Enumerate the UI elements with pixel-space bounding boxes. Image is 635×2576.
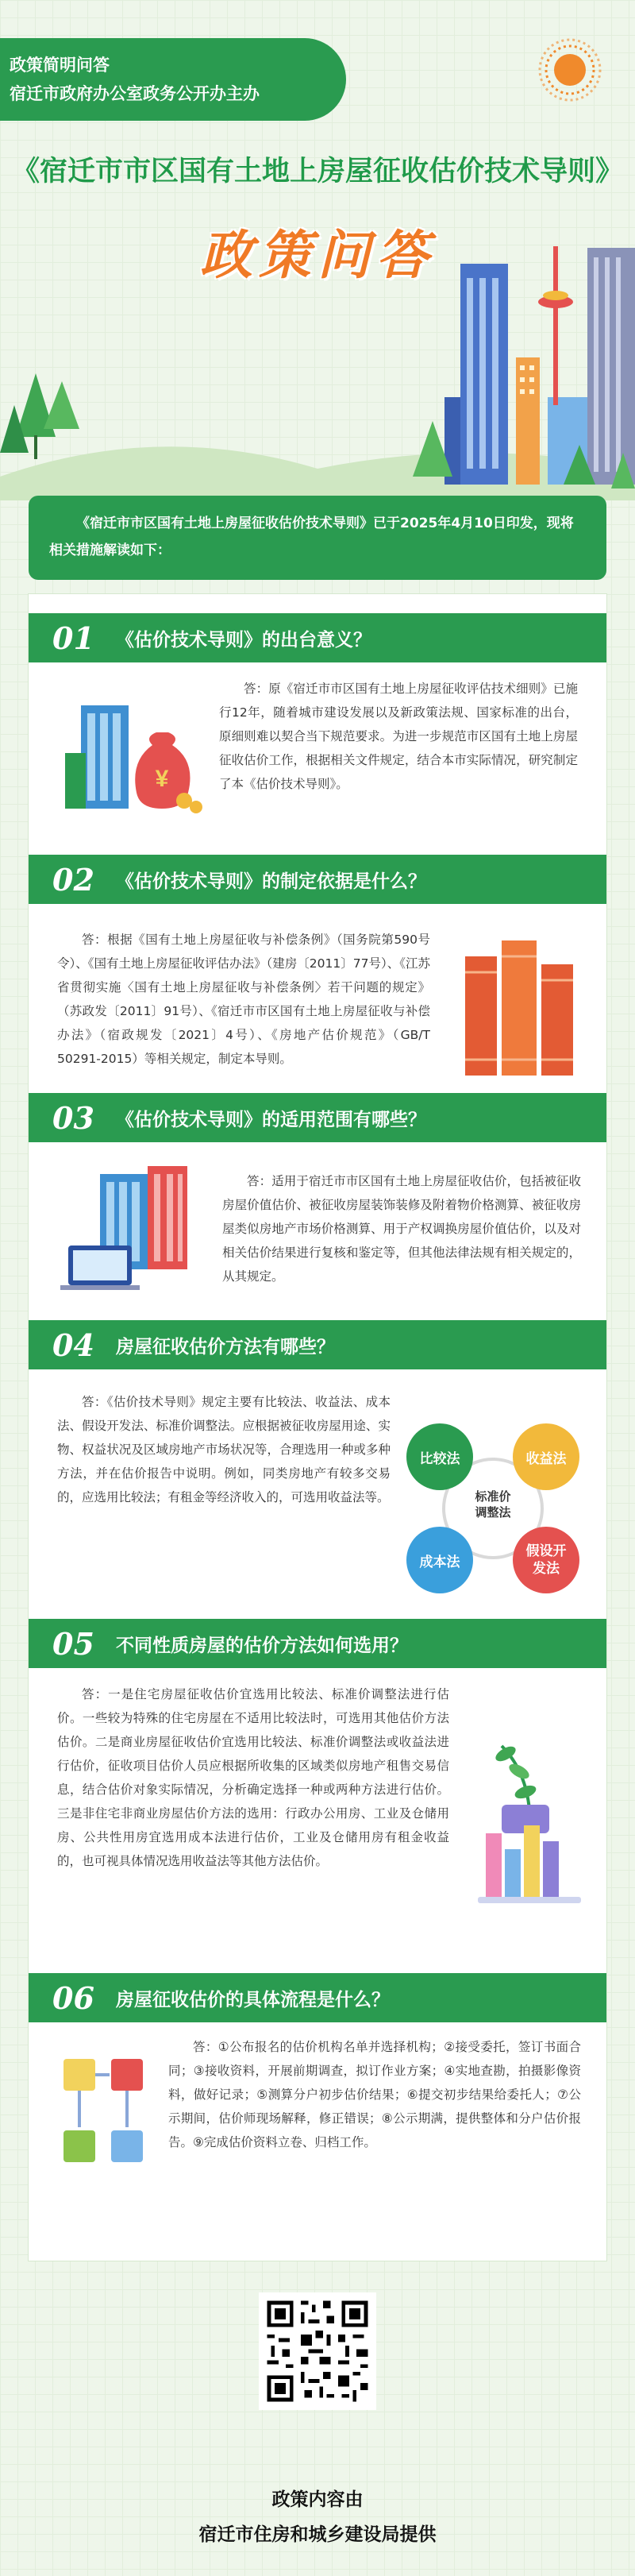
section-body-06: 答：①公布报名的估价机构名单并选择机构；②接受委托，签订书面合同；③接收资料，开展前期调查，拟订作业方案；④实地查勘，拍摄影像资料，做好记录；⑤测算分户初步估价结果；⑥提交初步结果给委托人；⑦公示期间，估价师现场解释，修正错误；⑧公示期满，提供整体和分户估价报告。⑨完成估价资料立卷、归档工作。 [168,2040,581,2149]
section-body-02: 答：根据《国有土地上房屋征收与补偿条例》（国务院第590号令）、《国有土地上房屋征收评估办法》（建房〔2011〕77号）、《江苏省贯彻实施〈国有土地上房屋征收与补偿条例〉若干问题的规定》（苏政发〔2011〕91号）、《宿迁市市区国有土地上房屋征收与补偿办法》（宿政规发〔2021〕4号）、《房地产估价规范》（GB/T 50291-2015）等相关规定，制定本导则。 [57,933,430,1066]
method-label-3: 假设开发法 [525,1543,567,1577]
method-center-label: 标准价调整法 [475,1489,511,1520]
section-body-01: 答：原《宿迁市市区国有土地上房屋征收评估技术细则》已施行12年，随着城市建设发展以及新政策法规、国家标准的出台，原细则难以契合当下规范要求。为进一步规范市区国有土地上房屋征收估价工作，根据相关文件规定，结合本市实际情况，研究制定了本《估价技术导则》。 [219,682,578,791]
method-label-1: 比较法 [419,1451,460,1467]
section-title: 《估价技术导则》的制定依据是什么？ [116,871,426,892]
header-tag-line2: 宿迁市政府办公室政务公开办主办 [10,84,260,103]
valuation-methods-diagram [405,1420,581,1597]
section-body-04: 答：《估价技术导则》规定主要有比较法、收益法、成本法、假设开发法、标准价调整法。应根据被征收房屋用途、实物、权益状况及区域房地产市场状况等，合理选用一种或多种方法，并在估价报告中说明。例如，同类房地产有较多交易的，应选用比较法；有租金等经济收入的，可选用收益法等。 [57,1395,391,1504]
footer-line1: 政策内容由 [271,2489,364,2510]
qr-code-icon[interactable] [259,2292,376,2410]
section-title: 《估价技术导则》的出台意义？ [116,629,371,651]
sun-icon [537,37,603,103]
footer-line2: 宿迁市住房和城乡建设局提供 [198,2524,437,2545]
section-body-03: 答：适用于宿迁市市区国有土地上房屋征收估价，包括被征收房屋价值估价、被征收房屋装饰装修及附着物价格测算、被征收房屋类似房地产市场价格测算、用于产权调换房屋价值估价，以及对相关估价结果进行复核和鉴定等，但其他法律法规有相关规定的，从其规定。 [222,1174,581,1284]
section-number: 02 [52,861,94,898]
header-tag-line1: 政策简明问答 [10,56,110,75]
plant-chart-icon [470,1722,589,1913]
section-header-06 [29,1973,606,2022]
header-tag [0,38,346,121]
section-header-05 [29,1619,606,1668]
section-number: 01 [52,620,94,656]
page-subtitle: 政策问答 [200,225,435,286]
page-title: 《宿迁市市区国有土地上房屋征收估价技术导则》 [11,155,623,187]
section-number: 04 [52,1327,94,1363]
section-body-05: 答：一是住宅房屋征收估价宜选用比较法、标准价调整法进行估价。一些较为特殊的住宅房屋在不适用比较法时，可选用其他估价方法估价。二是商业房屋征收估价宜选用比较法、标准价调整法或收益法进行估价，征收项目估价人员应根据所收集的区域类似房地产租售交易信息，结合估价对象实际情况，分析确定选择一种或两种方法进行估价。三是非住宅非商业房屋估价方法的选用：行政办公用房、工业及仓储用房、公共性用房宜选用成本法进行估价，工业及仓储用房有租金收益的，也可视具体情况选用收益法等其他方法估价。 [57,1687,449,1868]
method-label-4: 成本法 [419,1554,460,1570]
city-laptop-icon [52,1158,211,1293]
section-number: 03 [52,1099,94,1136]
intro-banner: 《宿迁市市区国有土地上房屋征收估价技术导则》已于2025年4月10日印发，现将相关措施解读如下： [29,496,606,580]
section-title: 不同性质房屋的估价方法如何选用？ [116,1635,408,1656]
section-title: 房屋征收估价的具体流程是什么？ [116,1989,390,2010]
section-header-01 [29,613,606,662]
building-money-bag-icon [57,697,208,817]
section-title: 房屋征收估价方法有哪些？ [116,1336,335,1358]
section-number: 06 [52,1979,94,2016]
section-number: 05 [52,1625,94,1662]
svg-text:¥: ¥ [155,766,169,792]
section-header-04 [29,1320,606,1369]
method-label-2: 收益法 [525,1451,567,1467]
books-icon [457,933,584,1076]
section-title: 《估价技术导则》的适用范围有哪些？ [116,1109,426,1130]
city-skyline-illustration [0,238,635,500]
section-header-03 [29,1093,606,1142]
content-card [29,594,606,2261]
section-header-02 [29,855,606,904]
flowchart-icon [60,2056,148,2167]
